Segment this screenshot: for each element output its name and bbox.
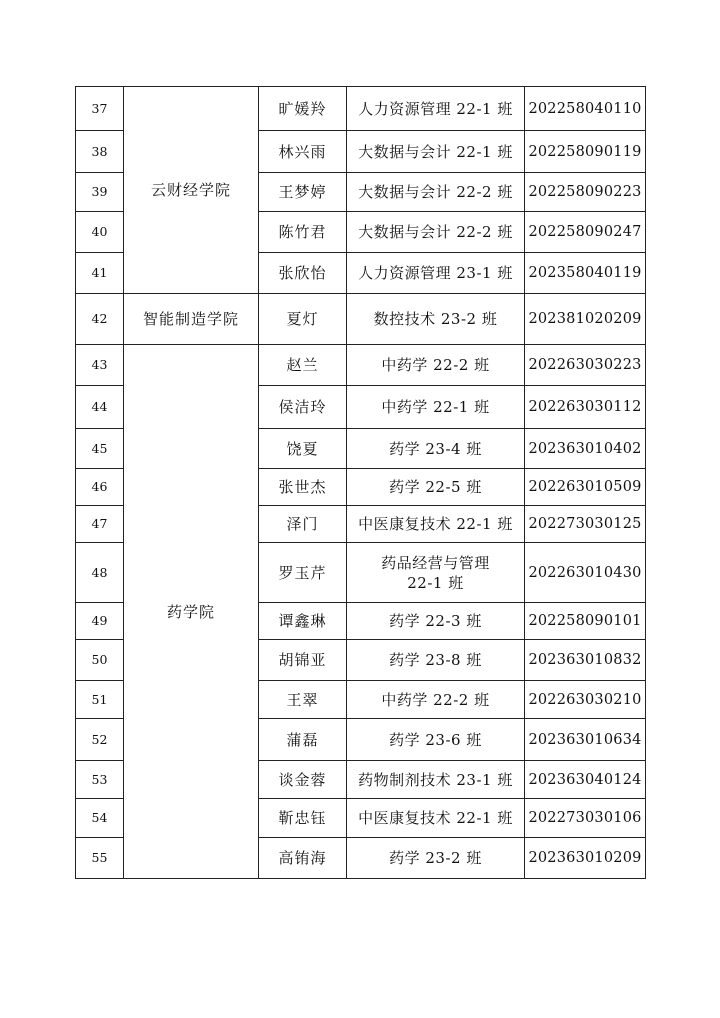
class-name: 大数据与会计 22-1 班 [347,131,525,173]
student-id: 202263030112 [525,386,646,429]
row-number: 55 [76,838,124,879]
student-id: 202258090247 [525,212,646,253]
student-id: 202358040119 [525,253,646,294]
student-name: 谭鑫琳 [259,603,347,640]
student-name: 蒲磊 [259,719,347,761]
class-name: 药学 22-3 班 [347,603,525,640]
row-number: 37 [76,87,124,131]
row-number: 51 [76,681,124,719]
college-name: 药学院 [124,345,259,879]
student-name: 高铕海 [259,838,347,879]
row-number: 38 [76,131,124,173]
student-id: 202273030106 [525,799,646,838]
row-number: 52 [76,719,124,761]
student-id: 202381020209 [525,294,646,345]
student-name: 胡锦亚 [259,640,347,681]
table-body [76,87,646,879]
student-name: 王翠 [259,681,347,719]
student-name: 谈金蓉 [259,761,347,799]
class-name: 药品经营与管理 22-1 班 [347,543,525,603]
college-name: 智能制造学院 [124,294,259,345]
row-number: 50 [76,640,124,681]
college-name: 云财经学院 [124,87,259,294]
student-name: 林兴雨 [259,131,347,173]
student-name: 张世杰 [259,469,347,506]
student-id: 202263030223 [525,345,646,386]
student-id: 202363010634 [525,719,646,761]
class-name: 大数据与会计 22-2 班 [347,173,525,212]
row-number: 47 [76,506,124,543]
student-list-table [75,86,646,879]
row-number: 40 [76,212,124,253]
student-name: 王梦婷 [259,173,347,212]
student-name: 张欣怡 [259,253,347,294]
student-name: 罗玉芹 [259,543,347,603]
class-name: 药学 23-8 班 [347,640,525,681]
student-id: 202363010402 [525,429,646,469]
row-number: 49 [76,603,124,640]
student-id: 202263010509 [525,469,646,506]
class-name: 中药学 22-2 班 [347,345,525,386]
table-row [76,87,646,131]
table-row [76,294,646,345]
student-id: 202263030210 [525,681,646,719]
student-name: 侯洁玲 [259,386,347,429]
row-number: 45 [76,429,124,469]
row-number: 43 [76,345,124,386]
class-name: 中医康复技术 22-1 班 [347,799,525,838]
student-name: 赵兰 [259,345,347,386]
student-name: 饶夏 [259,429,347,469]
class-name: 大数据与会计 22-2 班 [347,212,525,253]
student-name: 泽门 [259,506,347,543]
row-number: 41 [76,253,124,294]
row-number: 42 [76,294,124,345]
class-name: 药学 23-6 班 [347,719,525,761]
student-id: 202363010209 [525,838,646,879]
class-name: 中医康复技术 22-1 班 [347,506,525,543]
class-name: 人力资源管理 23-1 班 [347,253,525,294]
class-name: 人力资源管理 22-1 班 [347,87,525,131]
student-id: 202258040110 [525,87,646,131]
student-id: 202363040124 [525,761,646,799]
student-id: 202258090119 [525,131,646,173]
student-name: 夏灯 [259,294,347,345]
student-id: 202258090101 [525,603,646,640]
class-name: 数控技术 23-2 班 [347,294,525,345]
student-id: 202258090223 [525,173,646,212]
row-number: 48 [76,543,124,603]
student-id: 202363010832 [525,640,646,681]
class-name: 中药学 22-1 班 [347,386,525,429]
class-name: 中药学 22-2 班 [347,681,525,719]
class-name: 药物制剂技术 23-1 班 [347,761,525,799]
table-row [76,345,646,386]
class-name: 药学 22-5 班 [347,469,525,506]
student-name: 靳忠钰 [259,799,347,838]
class-name: 药学 23-4 班 [347,429,525,469]
student-id: 202263010430 [525,543,646,603]
class-name: 药学 23-2 班 [347,838,525,879]
row-number: 53 [76,761,124,799]
row-number: 39 [76,173,124,212]
row-number: 54 [76,799,124,838]
student-name: 旷媛羚 [259,87,347,131]
row-number: 46 [76,469,124,506]
student-name: 陈竹君 [259,212,347,253]
student-id: 202273030125 [525,506,646,543]
row-number: 44 [76,386,124,429]
